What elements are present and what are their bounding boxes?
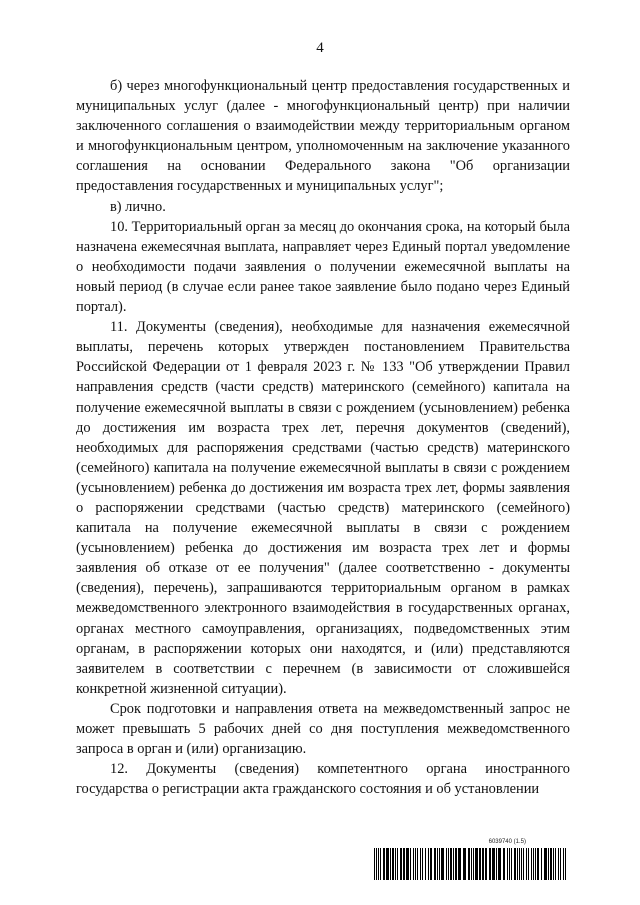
barcode-icon — [374, 848, 570, 880]
barcode-block — [374, 838, 570, 882]
barcode-caption: 6039740 (1.5) — [488, 839, 526, 845]
paragraph-10: 10. Территориальный орган за месяц до окончания срока, на который была назначена ежемесячная выплата, направляет через Единый портал уведомление о необходимости подачи заявления о получении ежемесячной выплаты на новый период (в случае если ранее такое заявление было подано через Единый портал). — [76, 218, 570, 316]
paragraph-12: 12. Документы (сведения) компетентного органа иностранного государства о регистрации акта гражданского состояния и об установлении — [76, 761, 570, 798]
paragraph-item-b: б) через многофункциональный центр предоставления государственных и муниципальных услуг (далее - многофункциональный центр) при наличии заключенного соглашения о взаимодействии между территориальным органом и многофункциональным центром, уполномоченным на заключение указанного соглашения на основании Федерального закона "Об организации предоставления государственных и муниципальных услуг"; — [76, 78, 570, 195]
paragraph-item-v: в) лично. — [110, 198, 166, 215]
page-number: 4 — [316, 40, 324, 56]
paragraph-11: 11. Документы (сведения), необходимые для назначения ежемесячной выплаты, перечень которых утвержден постановлением Правительства Российской Федерации от 1 февраля 2023 г. № 133 "Об утверждении Правил направления средств (части средств) материнского (семейного) капитала на получение ежемесячной выплаты в связи с рождением (усыновлением) ребенка до достижения им возраста трех лет, перечня документов (сведений), необходимых для распоряжения средствами (частью средств) материнского (семейного) капитала на получение ежемесячной выплаты в связи с рождением (усыновлением) ребенка до достижения им возраста трех лет, формы заявления о распоряжении средствами (частью средств) материнского (семейного) капитала на получение ежемесячной выплаты в связи с рождением (усыновлением) ребенка до достижения им возраста трех лет и формы заявления об отказе от ее получения" (далее соответственно - документы (сведения), перечень), запрашиваются территориальным органом в рамках межведомственного электронного взаимодействия в государственных органах, органах местного самоуправления, организациях, подведомственных этим органам, в распоряжении которых они находятся, и (или) представляются заявителем в соответствии с перечнем (в зависимости от сложившейся конкретной жизненной ситуации). — [76, 319, 570, 697]
paragraph-deadline: Срок подготовки и направления ответа на межведомственный запрос не может превышать 5 рабочих дней со дня поступления межведомственного запроса в орган и (или) организацию. — [76, 700, 570, 758]
document-body — [76, 76, 570, 799]
